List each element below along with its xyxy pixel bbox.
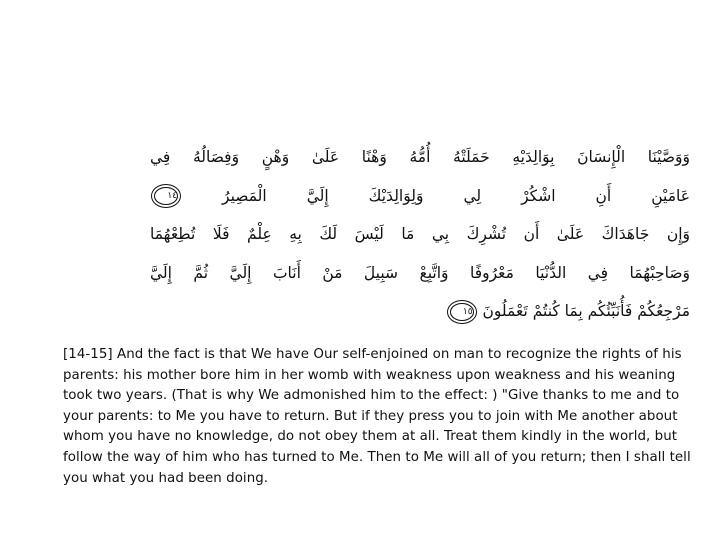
arabic-verse-line: وَصَاحِبْهُمَا فِي الدُّنْيَا مَعْرُوفًا وَاتَّبِعْ سَبِيلَ مَنْ أَنَابَ إِلَيَّ ثُمَّ إِلَيَّ bbox=[150, 263, 690, 282]
arabic-verse-text: عَامَيْنِ أَنِ اشْكُرْ لِي وَلِوَالِدَيْكَ إِلَيَّ الْمَصِيرُ bbox=[222, 186, 690, 205]
ayah-end-marker: ١٤ bbox=[154, 187, 178, 205]
arabic-verse-line: وَوَصَّيْنَا الْإِنسَانَ بِوَالِدَيْهِ حَمَلَتْهُ أُمُّهُ وَهْنًا عَلَىٰ وَهْنٍ وَفِصَالُهُ فِي bbox=[150, 148, 690, 166]
ayah-end-marker: ١٥ bbox=[450, 303, 474, 321]
translation-paragraph: [14-15] And the fact is that We have Our self-enjoined on man to recognize the rights of his parents: his mother bore him in her womb with weakness upon weakness and his weaning took two years. (That is why We admonished him to the effect: ) "Give thanks to me and to your parents: to Me you have to return. But if they press you to join with Me another about whom you have no knowledge, do not obey them at all. Treat them kindly in the world, but follow the way of him who has turned to Me. Then to Me will all of you return; then I shall tell you what you had been doing. bbox=[63, 347, 691, 486]
arabic-verse-line bbox=[150, 292, 690, 331]
arabic-verse-block bbox=[150, 138, 690, 331]
arabic-verse-line: وَإِن جَاهَدَاكَ عَلَىٰ أَن تُشْرِكَ بِي مَا لَيْسَ لَكَ بِهِ عِلْمٌ فَلَا تُطِعْهُمَا bbox=[150, 225, 690, 243]
arabic-verse-text: مَرْجِعُكُمْ فَأُنَبِّئُكُم بِمَا كُنتُمْ تَعْمَلُونَ bbox=[482, 302, 690, 320]
arabic-verse-line bbox=[150, 177, 690, 216]
